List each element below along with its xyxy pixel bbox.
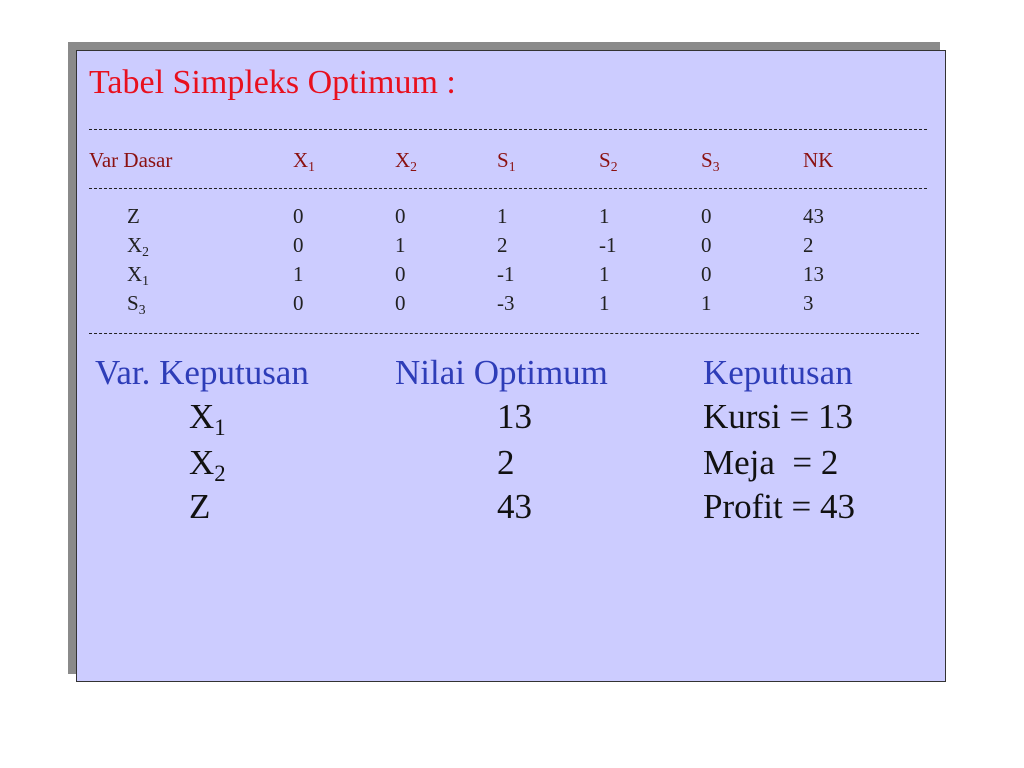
summary-var: $X_1$ <box>189 397 226 440</box>
header-var-dasar: Var Dasar <box>89 148 173 172</box>
table-cell: 0 <box>293 204 304 228</box>
table-cell: 0 <box>395 204 406 228</box>
table-cell: 1 <box>293 262 304 286</box>
table-cell: 13 <box>803 262 824 286</box>
table-row-var: $S_3$ <box>127 291 146 318</box>
table-cell: 0 <box>701 233 712 257</box>
summary-value: 43 <box>497 487 532 526</box>
table-cell: 1 <box>599 291 610 315</box>
table-cell: 0 <box>701 262 712 286</box>
table-cell: 0 <box>395 291 406 315</box>
slide-title: Tabel Simpleks Optimum : <box>89 64 456 101</box>
table-cell: 43 <box>803 204 824 228</box>
table-cell: 1 <box>701 291 712 315</box>
table-cell: 3 <box>803 291 814 315</box>
table-row-var: $X_2$ <box>127 233 149 260</box>
summary-var: Z <box>189 487 211 526</box>
summary-header-value: Nilai Optimum <box>395 353 608 392</box>
table-cell: -3 <box>497 291 515 315</box>
header-nk: NK <box>803 148 834 172</box>
summary-var: $X_2$ <box>189 443 226 486</box>
table-cell: -1 <box>599 233 617 257</box>
table-cell: 1 <box>395 233 406 257</box>
table-cell: 0 <box>701 204 712 228</box>
summary-header-var: Var. Keputusan <box>95 353 309 392</box>
header-s2: $S_2$ <box>599 148 618 175</box>
divider-top <box>89 129 927 130</box>
divider-header <box>89 188 927 189</box>
summary-header-decision: Keputusan <box>703 353 853 392</box>
table-cell: 1 <box>599 262 610 286</box>
header-x2: $X_2$ <box>395 148 417 175</box>
divider-bottom <box>89 333 919 334</box>
table-cell: 0 <box>395 262 406 286</box>
table-cell: 1 <box>497 204 508 228</box>
summary-value: 2 <box>497 443 515 482</box>
table-row-var: $X_1$ <box>127 262 149 289</box>
summary-decision: Kursi = 13 <box>703 397 854 436</box>
table-cell: -1 <box>497 262 515 286</box>
table-cell: 2 <box>497 233 508 257</box>
table-cell: 0 <box>293 233 304 257</box>
table-row-var: Z <box>127 204 140 228</box>
table-cell: 0 <box>293 291 304 315</box>
summary-decision: Profit = 43 <box>703 487 855 526</box>
table-cell: 1 <box>599 204 610 228</box>
header-s1: $S_1$ <box>497 148 516 175</box>
header-s3: $S_3$ <box>701 148 720 175</box>
summary-value: 13 <box>497 397 532 436</box>
summary-decision: Meja = 2 <box>703 443 839 482</box>
table-cell: 2 <box>803 233 814 257</box>
header-x1: $X_1$ <box>293 148 315 175</box>
slide-panel <box>76 50 946 682</box>
